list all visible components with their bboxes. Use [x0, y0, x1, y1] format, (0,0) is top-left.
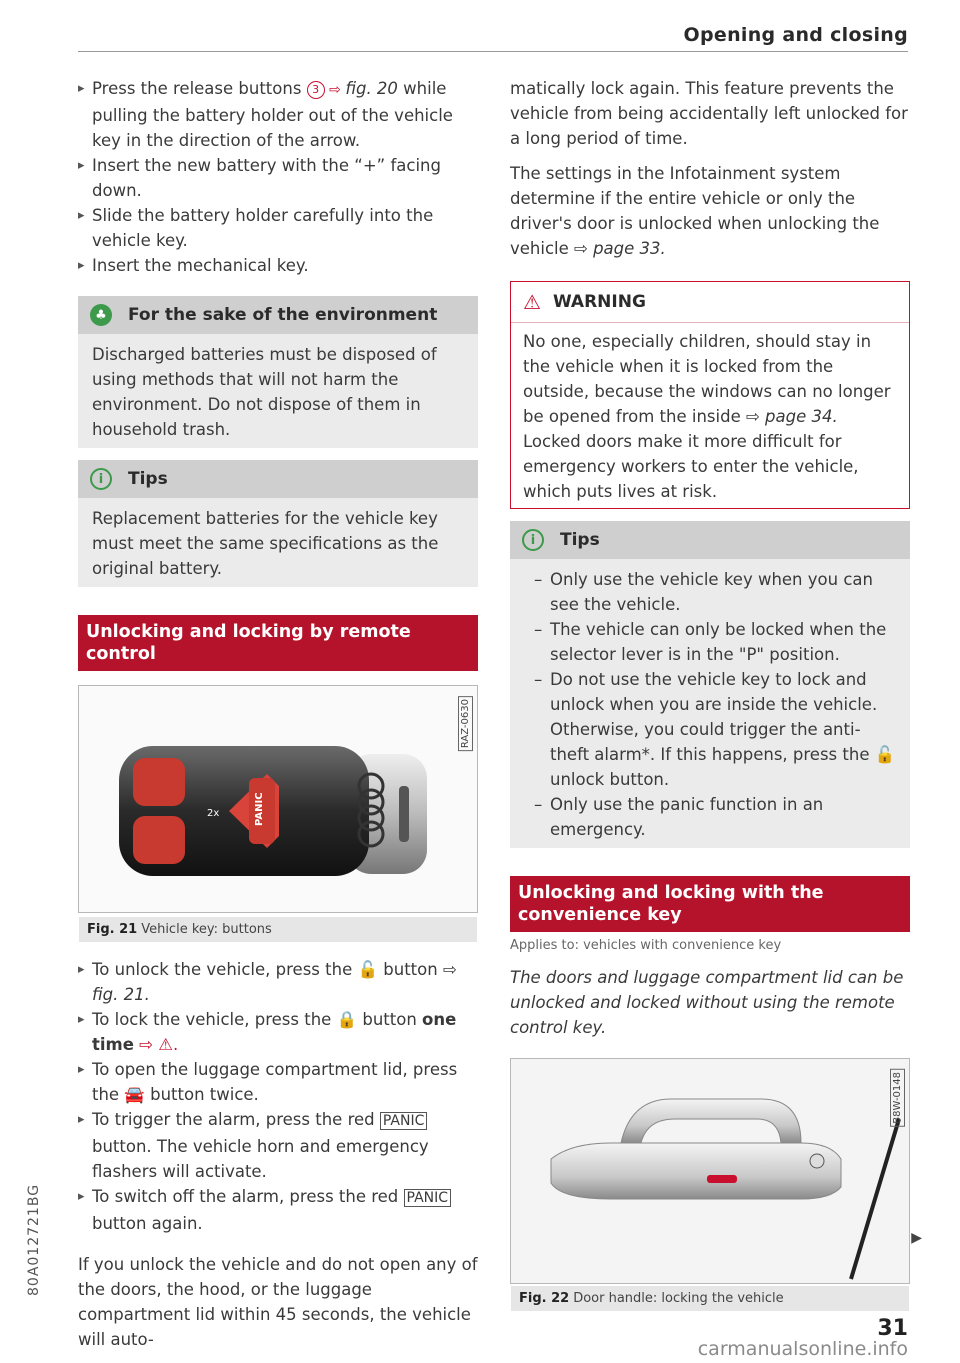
tips-box-title: Tips: [560, 530, 600, 550]
callout-number: 3: [307, 81, 325, 99]
panic-key-label: PANIC: [404, 1189, 452, 1207]
page-header-title: Opening and closing: [683, 24, 908, 46]
warning-text: No one, especially children, should stay in the vehicle when it is locked from the outside, because the windows can no longer be opened from the inside ⇨ page 34. Locked doors make it more difficult for emergency workers to enter the vehicle, which puts lives at risk.: [523, 332, 891, 501]
info-icon: i: [522, 529, 544, 551]
continue-arrow-icon: ▶: [911, 1230, 922, 1246]
watermark: carmanualsonline.info: [697, 1338, 908, 1360]
closing-paragraph: If you unlock the vehicle and do not open any of the doors, the hood, or the luggage compartment lid within 45 seconds, the vehicle will auto-: [78, 1255, 478, 1349]
warning-icon: ⚠: [523, 290, 541, 314]
intro-paragraph: The doors and luggage compartment lid can be unlocked and locked without using the remote control key.: [510, 968, 904, 1037]
figure-caption: Fig. 22 Door handle: locking the vehicle: [511, 1286, 909, 1311]
right-column: [510, 76, 922, 1306]
tips-box-text: Replacement batteries for the vehicle key must meet the same specifications as the original battery.: [92, 509, 439, 578]
tips-box: [78, 460, 478, 587]
list-item: ▸ Insert the new battery with the “+” facing down.: [78, 153, 478, 203]
door-handle-illustration: [511, 1059, 909, 1283]
figure-code: RAZ-0630: [458, 696, 473, 751]
list-item: ▸ Slide the battery holder carefully into the vehicle key.: [78, 203, 478, 253]
list-item: ▸ Press the release buttons 3 ⇨ fig. 20 while pulling the battery holder out of the vehicle key in the direction of the arrow.: [78, 76, 478, 153]
unlock-button-shape: [133, 758, 185, 806]
list-item: – Only use the vehicle key when you can see the vehicle.: [534, 570, 873, 614]
panic-key-label: PANIC: [380, 1112, 428, 1130]
environment-icon: ♣: [90, 304, 112, 326]
list-item: – The vehicle can only be locked when the selector lever is in the "P" position.: [534, 620, 887, 664]
warning-box: [510, 281, 910, 509]
figure-21: [78, 685, 478, 937]
list-item: ▸ To switch off the alarm, press the red PANIC button again.: [78, 1184, 478, 1236]
list-item: ▸ To trigger the alarm, press the red PANIC button. The vehicle horn and emergency flashers will activate.: [78, 1107, 478, 1184]
warning-title: WARNING: [552, 292, 646, 312]
list-item: ▸ To lock the vehicle, press the 🔒 button one time ⇨ ⚠.: [78, 1007, 478, 1057]
left-column: [78, 76, 478, 1352]
figure-code: B8W-0148: [890, 1069, 905, 1127]
list-item: ▸ To open the luggage compartment lid, press the 🚘 button twice.: [78, 1057, 478, 1107]
list-item: ▸ Insert the mechanical key.: [78, 253, 478, 278]
two-x-label: 2x: [207, 808, 220, 819]
header-rule: [78, 51, 908, 52]
environment-box: [78, 296, 478, 448]
trunk-icon: 🚘: [124, 1085, 145, 1104]
figure-caption: Fig. 21 Vehicle key: buttons: [79, 917, 477, 942]
figure-reference-link[interactable]: ⇨ fig. 21.: [92, 960, 457, 1004]
page-reference-link[interactable]: ⇨ page 34.: [745, 407, 838, 426]
page-reference-link[interactable]: ⇨ page 33.: [574, 239, 666, 258]
page-number: 31: [877, 1316, 908, 1341]
side-document-code: 80A012721BG: [26, 1183, 42, 1296]
panic-label: PANIC: [254, 792, 265, 826]
list-item: – Do not use the vehicle key to lock and unlock when you are inside the vehicle. Otherwise, you could trigger the anti-theft alarm*. If this happens, press the 🔓 unlock button.: [534, 670, 896, 789]
tips-box-title: Tips: [128, 469, 168, 489]
list-item: ▸ To unlock the vehicle, press the 🔓 button ⇨ fig. 21.: [78, 957, 478, 1007]
figure-reference-link[interactable]: fig. 20: [345, 79, 398, 98]
list-item: – Only use the panic function in an emergency.: [534, 795, 824, 839]
info-icon: i: [90, 468, 112, 490]
figure-22: [510, 1058, 910, 1306]
applies-to-note: Applies to: vehicles with convenience key: [510, 938, 782, 953]
section-heading: Unlocking and locking by remote control: [78, 615, 478, 671]
lock-button-shape: [133, 816, 185, 864]
vehicle-key-illustration: [79, 686, 477, 912]
paragraph: matically lock again. This feature prevents the vehicle from being accidentally left unlocked for a long period of time.: [510, 79, 908, 148]
warning-reference[interactable]: ⇨ ⚠.: [133, 1035, 179, 1054]
unlock-icon: 🔓: [357, 960, 379, 979]
environment-box-text: Discharged batteries must be disposed of using methods that will not harm the environment. Do not dispose of them in household trash.: [92, 345, 437, 439]
paragraph: The settings in the Infotainment system determine if the entire vehicle or only the driver's door is unlocked when unlocking the vehicle ⇨ page 33.: [510, 164, 880, 258]
tips-box: [510, 521, 910, 848]
section-heading: Unlocking and locking with the convenience key: [510, 876, 910, 932]
lock-icon: 🔒: [336, 1010, 358, 1029]
environment-box-title: For the sake of the environment: [128, 305, 438, 325]
